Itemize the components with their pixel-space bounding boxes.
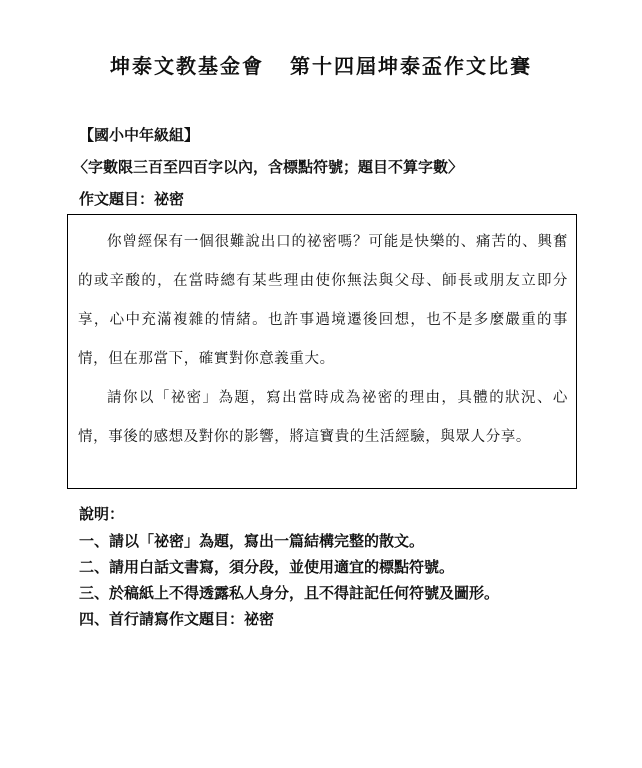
note-item: 四、首行請寫作文題目：祕密 (79, 610, 275, 628)
organizer-name: 坤泰文教基金會 (110, 54, 264, 78)
note-item: 二、請用白話文書寫，須分段，並使用適宜的標點符號。 (79, 558, 455, 576)
essay-topic: 作文題目：祕密 (79, 190, 185, 208)
word-limit-note: 〈字數限三百至四百字以內，含標點符號；題目不算字數〉 (73, 158, 464, 176)
notes-heading: 說明： (79, 505, 125, 523)
prompt-paragraph-1: 你曾經保有一個很難說出口的祕密嗎？可能是快樂的、痛苦的、興奮的或辛酸的，在當時總有某些理由使你無法與父母、師長或朋友立即分享，心中充滿複雜的情緒。也許事過境遷後回想，也不是多麼嚴重的事情，但在那當下，確實對你意義重大。 (78, 234, 568, 367)
note-item: 一、請以「祕密」為題，寫出一篇結構完整的散文。 (79, 532, 425, 550)
grade-group-label: 【國小中年級組】 (79, 126, 200, 144)
event-name: 第十四屆坤泰盃作文比賽 (290, 54, 532, 78)
notes-list (79, 528, 499, 632)
prompt-paragraph-2: 請你以「祕密」為題，寫出當時成為祕密的理由，具體的狀況、心情，事後的感想及對你的影響，將這寶貴的生活經驗，與眾人分享。 (78, 390, 568, 445)
note-item: 三、於稿紙上不得透露私人身分，且不得註記任何符號及圖形。 (79, 584, 500, 602)
prompt-box (67, 214, 577, 489)
page-title (0, 50, 642, 79)
